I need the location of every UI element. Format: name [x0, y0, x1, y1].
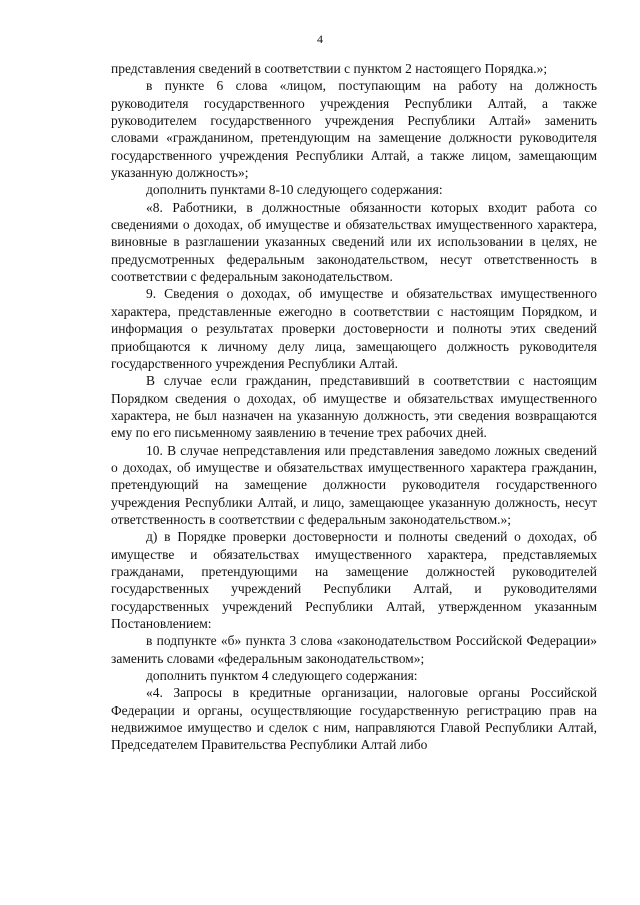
paragraph: д) в Порядке проверки достоверности и полноты сведений о доходах, об имуществе и обязательствах имущественного характера, представляемых гражданами, претендующими на замещение должностей руководителей государственных учреждений Республики Алтай, и руководителями государственных учреждений Республики Алтай, утвержденном указанным Постановлением: [111, 529, 597, 631]
paragraph: дополнить пунктами 8-10 следующего содержания: [146, 182, 443, 198]
paragraph: дополнить пунктом 4 следующего содержания: [146, 668, 418, 684]
paragraph: представления сведений в соответствии с пунктом 2 настоящего Порядка.»; [111, 61, 548, 76]
paragraph: 9. Сведения о доходах, об имуществе и обязательствах имущественного характера, представленные ежегодно в соответствии с настоящим Порядком, и информация о результатах проверки достоверности и полноты этих сведений приобщаются к личному делу лица, замещающего должность руководителя государственного учреждения Республики Алтай. [111, 286, 597, 371]
document-body [111, 60, 597, 754]
paragraph: в пункте 6 слова «лицом, поступающим на работу на должность руководителя государственного учреждения Республики Алтай, а также руководителем государственного учреждения Республики Алтай» заменить словами «гражданином, претендующим на замещение должности руководителя государственного учреждения Республики Алтай, а также лицом, замещающим указанную должность»; [111, 78, 597, 181]
paragraph: в подпункте «б» пункта 3 слова «законодательством Российской Федерации» заменить словами «федеральным законодательством»; [111, 633, 597, 666]
paragraph: В случае если гражданин, представивший в соответствии с настоящим Порядком сведения о доходах, об имуществе и обязательствах имущественного характера, не был назначен на указанную должность, эти сведения возвращаются ему по его письменному заявлению в течение трех рабочих дней. [111, 373, 597, 441]
paragraph: «8. Работники, в должностные обязанности которых входит работа со сведениями о доходах, об имуществе и обязательствах имущественного характера, виновные в разглашении указанных сведений или их использовании в целях, не предусмотренных федеральным законодательством, несут ответственность в соответствии с федеральным законодательством. [111, 199, 597, 285]
paragraph: «4. Запросы в кредитные организации, налоговые органы Российской Федерации и органы, осуществляющие государственную регистрацию прав на недвижимое имущество и сделок с ним, направляются Главой Республики Алтай, Председателем Правительства Республики Алтай либо [111, 685, 597, 753]
page-number: 4 [317, 32, 323, 46]
paragraph: 10. В случае непредставления или представления заведомо ложных сведений о доходах, об имуществе и обязательствах имущественного характера гражданин, претендующий на замещение должности руководителя государственного учреждения Республики Алтай, и лицо, замещающее указанную должность, несут ответственность в соответствии с федеральным законодательством.»; [111, 442, 597, 527]
